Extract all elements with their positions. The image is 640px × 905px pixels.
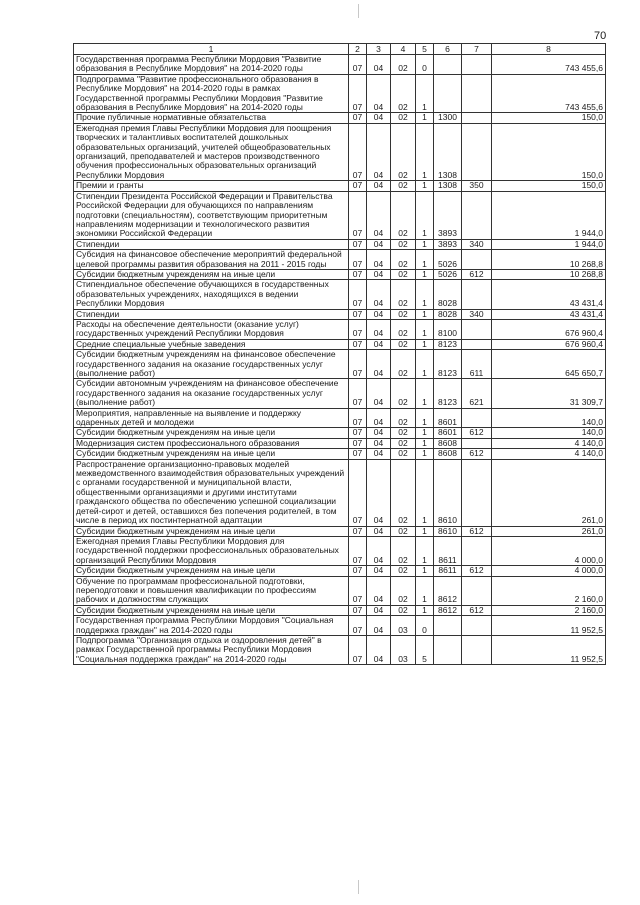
row-name-cell: Мероприятия, направленные на выявление и поддержку одаренных детей и молодежи <box>74 408 349 428</box>
article-code-cell: 8608 <box>434 449 462 459</box>
expense-type-cell: 611 <box>462 350 492 379</box>
expense-type-cell: 612 <box>462 269 492 279</box>
section-code-cell: 07 <box>349 319 367 339</box>
article-code-cell: 8610 <box>434 526 462 536</box>
subprogram-code-cell: 1 <box>416 459 434 526</box>
program-code-cell: 02 <box>391 408 416 428</box>
article-code-cell: 3893 <box>434 191 462 239</box>
row-name-cell: Стипендиальное обеспечение обучающихся в государственных образовательных учреждениях, находящихся в ведении Республики Мордовия <box>74 280 349 309</box>
subprogram-code-cell: 0 <box>416 616 434 636</box>
subsection-code-cell: 04 <box>367 428 391 438</box>
subsection-code-cell: 04 <box>367 55 391 75</box>
amount-cell: 2 160,0 <box>492 605 606 615</box>
row-name-cell: Подпрограмма "Организация отдыха и оздоровления детей" в рамках Государственной программы Республики Мордовия "Социальная поддержка граждан" на 2014-2020 годы <box>74 635 349 664</box>
subprogram-code-cell: 1 <box>416 280 434 309</box>
row-name-cell: Стипендии <box>74 309 349 319</box>
section-code-cell: 07 <box>349 269 367 279</box>
subsection-code-cell: 04 <box>367 319 391 339</box>
program-code-cell: 02 <box>391 526 416 536</box>
expense-type-cell: 350 <box>462 181 492 191</box>
table-row <box>74 123 606 180</box>
section-code-cell: 07 <box>349 309 367 319</box>
expense-type-cell <box>462 250 492 270</box>
program-code-cell: 02 <box>391 239 416 249</box>
section-code-cell: 07 <box>349 74 367 113</box>
row-name-cell: Субсидии бюджетным учреждениям на иные цели <box>74 605 349 615</box>
subsection-code-cell: 04 <box>367 113 391 123</box>
expense-type-cell <box>462 55 492 75</box>
expense-type-cell: 612 <box>462 526 492 536</box>
subprogram-code-cell: 1 <box>416 113 434 123</box>
row-name-cell: Субсидии бюджетным учреждениям на иные цели <box>74 428 349 438</box>
row-name-cell: Подпрограмма "Развитие профессионального образования в Республике Мордовия" на 2014-2020 годы в рамках Государственной программы Республики Мордовия "Развитие образования в Республике Мордовия" на 2014-2020 годы <box>74 74 349 113</box>
table-body <box>74 55 606 665</box>
program-code-cell: 02 <box>391 350 416 379</box>
column-header: 7 <box>462 44 492 55</box>
section-code-cell: 07 <box>349 605 367 615</box>
table-row <box>74 181 606 191</box>
row-name-cell: Субсидии бюджетным учреждениям на иные цели <box>74 566 349 576</box>
program-code-cell: 02 <box>391 74 416 113</box>
column-header: 5 <box>416 44 434 55</box>
row-name-cell: Обучение по программам профессиональной подготовки, переподготовки и повышения квалификации по профессиям рабочих и должностям служащих <box>74 576 349 605</box>
program-code-cell: 02 <box>391 309 416 319</box>
expense-type-cell: 340 <box>462 239 492 249</box>
subprogram-code-cell: 1 <box>416 269 434 279</box>
expense-type-cell <box>462 536 492 565</box>
section-code-cell: 07 <box>349 280 367 309</box>
amount-cell: 10 268,8 <box>492 250 606 270</box>
section-code-cell: 07 <box>349 113 367 123</box>
article-code-cell: 8612 <box>434 605 462 615</box>
amount-cell: 1 944,0 <box>492 191 606 239</box>
subsection-code-cell: 04 <box>367 566 391 576</box>
program-code-cell: 02 <box>391 280 416 309</box>
table-header-row <box>74 44 606 55</box>
row-name-cell: Распространение организационно-правовых моделей межведомственного взаимодействия образовательных учреждений с органами государственной и муниципальной власти, общественными организациями и другими институтами гражданского общества по обеспечению успешной социализации детей-сирот и детей, оставшихся без попечения родителей, в том числе в период их постинтернатной адаптации <box>74 459 349 526</box>
expense-type-cell <box>462 408 492 428</box>
expense-type-cell <box>462 280 492 309</box>
amount-cell: 261,0 <box>492 526 606 536</box>
table-row <box>74 113 606 123</box>
subsection-code-cell: 04 <box>367 576 391 605</box>
amount-cell: 140,0 <box>492 408 606 428</box>
expense-type-cell <box>462 438 492 448</box>
article-code-cell: 8611 <box>434 536 462 565</box>
expense-type-cell <box>462 123 492 180</box>
amount-cell: 676 960,4 <box>492 339 606 349</box>
table-row <box>74 408 606 428</box>
page-number: 70 <box>594 30 607 42</box>
row-name-cell: Ежегодная премия Главы Республики Мордовия для поощрения творческих и талантливых воспитателей дошкольных образовательных организаций, учителей общеобразовательных организаций, преподавателей и мастеров производственного обучения профессиональных образовательных организаций Республики Мордовия <box>74 123 349 180</box>
subprogram-code-cell: 1 <box>416 536 434 565</box>
program-code-cell: 02 <box>391 339 416 349</box>
subprogram-code-cell: 1 <box>416 181 434 191</box>
amount-cell: 4 000,0 <box>492 566 606 576</box>
subprogram-code-cell: 1 <box>416 526 434 536</box>
row-name-cell: Субсидии автономным учреждениям на финансовое обеспечение государственного задания на оказание государственных услуг (выполнение работ) <box>74 379 349 408</box>
amount-cell: 150,0 <box>492 113 606 123</box>
amount-cell: 43 431,4 <box>492 280 606 309</box>
article-code-cell: 1308 <box>434 181 462 191</box>
subsection-code-cell: 04 <box>367 269 391 279</box>
row-name-cell: Субсидии бюджетным учреждениям на финансовое обеспечение государственного задания на оказание государственных услуг (выполнение работ) <box>74 350 349 379</box>
section-code-cell: 07 <box>349 576 367 605</box>
subsection-code-cell: 04 <box>367 449 391 459</box>
row-name-cell: Прочие публичные нормативные обязательства <box>74 113 349 123</box>
subprogram-code-cell: 1 <box>416 250 434 270</box>
article-code-cell: 1300 <box>434 113 462 123</box>
column-header: 2 <box>349 44 367 55</box>
table-row <box>74 438 606 448</box>
program-code-cell: 02 <box>391 319 416 339</box>
section-code-cell: 07 <box>349 438 367 448</box>
expense-type-cell <box>462 635 492 664</box>
subsection-code-cell: 04 <box>367 123 391 180</box>
expense-type-cell <box>462 319 492 339</box>
column-header: 1 <box>74 44 349 55</box>
table-row <box>74 536 606 565</box>
column-header: 8 <box>492 44 606 55</box>
subprogram-code-cell: 1 <box>416 438 434 448</box>
subsection-code-cell: 04 <box>367 181 391 191</box>
subsection-code-cell: 04 <box>367 191 391 239</box>
table-row <box>74 428 606 438</box>
section-code-cell: 07 <box>349 566 367 576</box>
section-code-cell: 07 <box>349 350 367 379</box>
program-code-cell: 02 <box>391 566 416 576</box>
table-row <box>74 566 606 576</box>
subprogram-code-cell: 1 <box>416 408 434 428</box>
row-name-cell: Субсидия на финансовое обеспечение мероприятий федеральной целевой программы развития образования на 2011 - 2015 годы <box>74 250 349 270</box>
subsection-code-cell: 04 <box>367 459 391 526</box>
article-code-cell: 8123 <box>434 350 462 379</box>
program-code-cell: 02 <box>391 449 416 459</box>
expense-type-cell: 612 <box>462 605 492 615</box>
table-row <box>74 191 606 239</box>
subsection-code-cell: 04 <box>367 438 391 448</box>
subprogram-code-cell: 1 <box>416 576 434 605</box>
subsection-code-cell: 04 <box>367 408 391 428</box>
subprogram-code-cell: 1 <box>416 350 434 379</box>
table-row <box>74 339 606 349</box>
row-name-cell: Стипендии Президента Российской Федерации и Правительства Российской Федерации для обучающихся по направлениям подготовки (специальностям), соответствующим приоритетным направлениям модернизации и технологического развития экономики Российской Федерации <box>74 191 349 239</box>
row-name-cell: Средние специальные учебные заведения <box>74 339 349 349</box>
expense-type-cell <box>462 113 492 123</box>
article-code-cell: 5026 <box>434 250 462 270</box>
amount-cell: 43 431,4 <box>492 309 606 319</box>
program-code-cell: 02 <box>391 576 416 605</box>
table-row <box>74 379 606 408</box>
subsection-code-cell: 04 <box>367 350 391 379</box>
expense-type-cell <box>462 191 492 239</box>
subsection-code-cell: 04 <box>367 74 391 113</box>
subsection-code-cell: 04 <box>367 309 391 319</box>
subsection-code-cell: 04 <box>367 616 391 636</box>
row-name-cell: Субсидии бюджетным учреждениям на иные цели <box>74 269 349 279</box>
subsection-code-cell: 04 <box>367 239 391 249</box>
program-code-cell: 02 <box>391 536 416 565</box>
table-row <box>74 576 606 605</box>
row-name-cell: Государственная программа Республики Мордовия "Социальная поддержка граждан" на 2014-2020 годы <box>74 616 349 636</box>
row-name-cell: Модернизация систем профессионального образования <box>74 438 349 448</box>
program-code-cell: 02 <box>391 250 416 270</box>
row-name-cell: Премии и гранты <box>74 181 349 191</box>
table-row <box>74 449 606 459</box>
subsection-code-cell: 04 <box>367 526 391 536</box>
table-row <box>74 319 606 339</box>
article-code-cell: 8123 <box>434 339 462 349</box>
section-code-cell: 07 <box>349 635 367 664</box>
row-name-cell: Расходы на обеспечение деятельности (оказание услуг) государственных учреждений Республики Мордовия <box>74 319 349 339</box>
article-code-cell: 8608 <box>434 438 462 448</box>
article-code-cell <box>434 616 462 636</box>
amount-cell: 31 309,7 <box>492 379 606 408</box>
table-row <box>74 269 606 279</box>
subprogram-code-cell: 1 <box>416 449 434 459</box>
program-code-cell: 02 <box>391 379 416 408</box>
column-header: 3 <box>367 44 391 55</box>
amount-cell: 1 944,0 <box>492 239 606 249</box>
subprogram-code-cell: 0 <box>416 55 434 75</box>
table-row <box>74 55 606 75</box>
section-code-cell: 07 <box>349 536 367 565</box>
row-name-cell: Субсидии бюджетным учреждениям на иные цели <box>74 526 349 536</box>
subprogram-code-cell: 5 <box>416 635 434 664</box>
table-row <box>74 459 606 526</box>
section-code-cell: 07 <box>349 239 367 249</box>
program-code-cell: 02 <box>391 438 416 448</box>
section-code-cell: 07 <box>349 250 367 270</box>
program-code-cell: 02 <box>391 123 416 180</box>
article-code-cell: 3893 <box>434 239 462 249</box>
section-code-cell: 07 <box>349 379 367 408</box>
table-row <box>74 350 606 379</box>
section-code-cell: 07 <box>349 181 367 191</box>
amount-cell: 150,0 <box>492 181 606 191</box>
subprogram-code-cell: 1 <box>416 379 434 408</box>
expense-type-cell <box>462 339 492 349</box>
scan-mark <box>358 4 359 18</box>
subsection-code-cell: 04 <box>367 379 391 408</box>
article-code-cell: 8028 <box>434 309 462 319</box>
section-code-cell: 07 <box>349 123 367 180</box>
amount-cell: 10 268,8 <box>492 269 606 279</box>
article-code-cell: 1308 <box>434 123 462 180</box>
section-code-cell: 07 <box>349 616 367 636</box>
program-code-cell: 02 <box>391 459 416 526</box>
subprogram-code-cell: 1 <box>416 74 434 113</box>
section-code-cell: 07 <box>349 55 367 75</box>
amount-cell: 676 960,4 <box>492 319 606 339</box>
table-row <box>74 239 606 249</box>
expense-type-cell <box>462 576 492 605</box>
column-header: 6 <box>434 44 462 55</box>
program-code-cell: 02 <box>391 191 416 239</box>
section-code-cell: 07 <box>349 449 367 459</box>
subprogram-code-cell: 1 <box>416 339 434 349</box>
table-row <box>74 526 606 536</box>
row-name-cell: Государственная программа Республики Мордовия "Развитие образования в Республике Мордовия" на 2014-2020 годы <box>74 55 349 75</box>
amount-cell: 261,0 <box>492 459 606 526</box>
amount-cell: 4 140,0 <box>492 438 606 448</box>
subsection-code-cell: 04 <box>367 280 391 309</box>
amount-cell: 4 140,0 <box>492 449 606 459</box>
article-code-cell: 8612 <box>434 576 462 605</box>
subprogram-code-cell: 1 <box>416 605 434 615</box>
article-code-cell: 8100 <box>434 319 462 339</box>
column-header: 4 <box>391 44 416 55</box>
subprogram-code-cell: 1 <box>416 123 434 180</box>
table-row <box>74 309 606 319</box>
subprogram-code-cell: 1 <box>416 566 434 576</box>
subprogram-code-cell: 1 <box>416 191 434 239</box>
table-row <box>74 605 606 615</box>
table-row <box>74 635 606 664</box>
expense-type-cell <box>462 74 492 113</box>
article-code-cell: 8610 <box>434 459 462 526</box>
article-code-cell: 8028 <box>434 280 462 309</box>
section-code-cell: 07 <box>349 408 367 428</box>
subprogram-code-cell: 1 <box>416 428 434 438</box>
article-code-cell <box>434 74 462 113</box>
table-row <box>74 280 606 309</box>
article-code-cell <box>434 55 462 75</box>
amount-cell: 645 650,7 <box>492 350 606 379</box>
expense-type-cell <box>462 616 492 636</box>
subsection-code-cell: 04 <box>367 536 391 565</box>
expense-type-cell: 621 <box>462 379 492 408</box>
section-code-cell: 07 <box>349 459 367 526</box>
amount-cell: 743 455,6 <box>492 74 606 113</box>
row-name-cell: Ежегодная премия Главы Республики Мордовия для государственной поддержки профессиональных образовательных организаций Республики Мордовия <box>74 536 349 565</box>
section-code-cell: 07 <box>349 339 367 349</box>
section-code-cell: 07 <box>349 191 367 239</box>
article-code-cell: 5026 <box>434 269 462 279</box>
scan-mark <box>358 880 359 894</box>
budget-table <box>73 43 606 665</box>
article-code-cell <box>434 635 462 664</box>
row-name-cell: Субсидии бюджетным учреждениям на иные цели <box>74 449 349 459</box>
program-code-cell: 03 <box>391 635 416 664</box>
table-row <box>74 250 606 270</box>
expense-type-cell: 612 <box>462 566 492 576</box>
article-code-cell: 8611 <box>434 566 462 576</box>
amount-cell: 150,0 <box>492 123 606 180</box>
article-code-cell: 8123 <box>434 379 462 408</box>
program-code-cell: 02 <box>391 113 416 123</box>
subsection-code-cell: 04 <box>367 250 391 270</box>
subsection-code-cell: 04 <box>367 635 391 664</box>
subprogram-code-cell: 1 <box>416 239 434 249</box>
program-code-cell: 02 <box>391 605 416 615</box>
subprogram-code-cell: 1 <box>416 309 434 319</box>
amount-cell: 11 952,5 <box>492 635 606 664</box>
amount-cell: 2 160,0 <box>492 576 606 605</box>
amount-cell: 4 000,0 <box>492 536 606 565</box>
article-code-cell: 8601 <box>434 408 462 428</box>
expense-type-cell <box>462 459 492 526</box>
expense-type-cell: 612 <box>462 428 492 438</box>
amount-cell: 11 952,5 <box>492 616 606 636</box>
program-code-cell: 02 <box>391 181 416 191</box>
row-name-cell: Стипендии <box>74 239 349 249</box>
section-code-cell: 07 <box>349 526 367 536</box>
expense-type-cell: 612 <box>462 449 492 459</box>
table-row <box>74 616 606 636</box>
subsection-code-cell: 04 <box>367 605 391 615</box>
article-code-cell: 8601 <box>434 428 462 438</box>
subsection-code-cell: 04 <box>367 339 391 349</box>
amount-cell: 140,0 <box>492 428 606 438</box>
program-code-cell: 03 <box>391 616 416 636</box>
amount-cell: 743 455,6 <box>492 55 606 75</box>
section-code-cell: 07 <box>349 428 367 438</box>
table-row <box>74 74 606 113</box>
expense-type-cell: 340 <box>462 309 492 319</box>
program-code-cell: 02 <box>391 55 416 75</box>
program-code-cell: 02 <box>391 428 416 438</box>
subprogram-code-cell: 1 <box>416 319 434 339</box>
program-code-cell: 02 <box>391 269 416 279</box>
